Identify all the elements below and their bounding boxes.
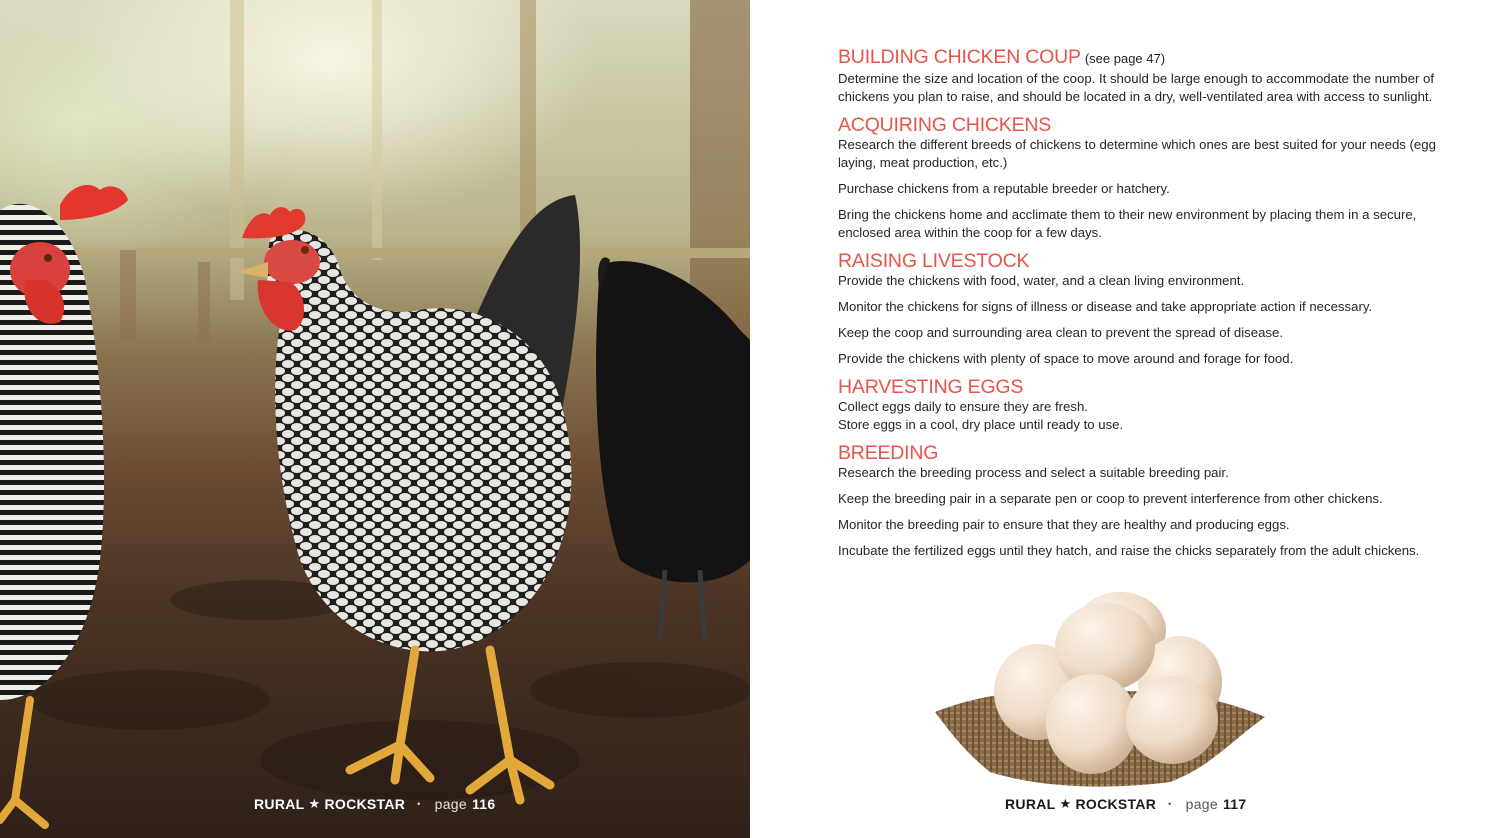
section-raising-livestock [838, 250, 1460, 368]
section-paragraph: Collect eggs daily to ensure they are fresh. [838, 399, 1088, 414]
section-heading: RAISING LIVESTOCK [838, 250, 1030, 272]
section-paragraph: Monitor the breeding pair to ensure that they are healthy and producing eggs. [838, 517, 1290, 532]
section-paragraph: Purchase chickens from a reputable breeder or hatchery. [838, 181, 1170, 196]
left-hen [0, 185, 128, 825]
brand-name-first: RURAL [1005, 796, 1056, 812]
separator-dot-icon: • [417, 799, 421, 809]
right-page-content [838, 46, 1460, 568]
section-paragraph: Research the breeding process and select a suitable breeding pair. [838, 465, 1229, 480]
section-paragraph: Bring the chickens home and acclimate them to their new environment by placing them in a secure, enclosed area within the coop for a few days. [838, 207, 1417, 240]
section-paragraph: Incubate the fertilized eggs until they hatch, and raise the chicks separately from the adult chickens. [838, 543, 1420, 558]
section-paragraph: Store eggs in a cool, dry place until ready to use. [838, 417, 1124, 432]
page-number: 116 [471, 796, 496, 812]
brand-name-second: ROCKSTAR [1075, 796, 1157, 812]
page-label: page [434, 796, 467, 812]
section-paragraph: Provide the chickens with plenty of space to move around and forage for food. [838, 351, 1294, 366]
section-heading [838, 46, 1460, 70]
star-icon: ★ [308, 796, 321, 811]
star-icon: ★ [1059, 796, 1072, 811]
section-paragraph: Provide the chickens with food, water, and a clean living environment. [838, 273, 1245, 288]
section-paragraph: Monitor the chickens for signs of illness or disease and take appropriate action if necessary. [838, 299, 1373, 314]
section-paragraph: Determine the size and location of the coop. It should be large enough to accommodate the number of chickens you plan to raise, and should be located in a dry, well-ventilated area with access to sunlight. [838, 71, 1435, 104]
section-heading: BREEDING [838, 442, 939, 464]
separator-dot-icon: • [1168, 799, 1172, 809]
section-heading: ACQUIRING CHICKENS [838, 114, 1052, 136]
eggs-on-burlap-illustration [930, 592, 1270, 792]
section-paragraph: Keep the breeding pair in a separate pen or coop to prevent interference from other chickens. [838, 491, 1383, 506]
brand-name-second: ROCKSTAR [324, 796, 406, 812]
brand-name-first: RURAL [254, 796, 305, 812]
section-building-chicken-coup [838, 46, 1460, 106]
section-breeding [838, 442, 1460, 560]
section-paragraph: Research the different breeds of chickens to determine which ones are best suited for your needs (egg laying, meat production, etc.) [838, 137, 1436, 170]
heading-text: BUILDING CHICKEN COUP [838, 46, 1081, 68]
section-heading: HARVESTING EGGS [838, 376, 1024, 398]
section-acquiring-chickens [838, 114, 1460, 242]
page-number: 117 [1222, 796, 1247, 812]
page-footer-right [1005, 796, 1246, 812]
page-footer-left [254, 796, 495, 812]
section-paragraph: Keep the coop and surrounding area clean to prevent the spread of disease. [838, 325, 1284, 340]
page-label: page [1185, 796, 1218, 812]
page-reference: (see page 47) [1084, 51, 1166, 66]
section-harvesting-eggs [838, 376, 1460, 434]
